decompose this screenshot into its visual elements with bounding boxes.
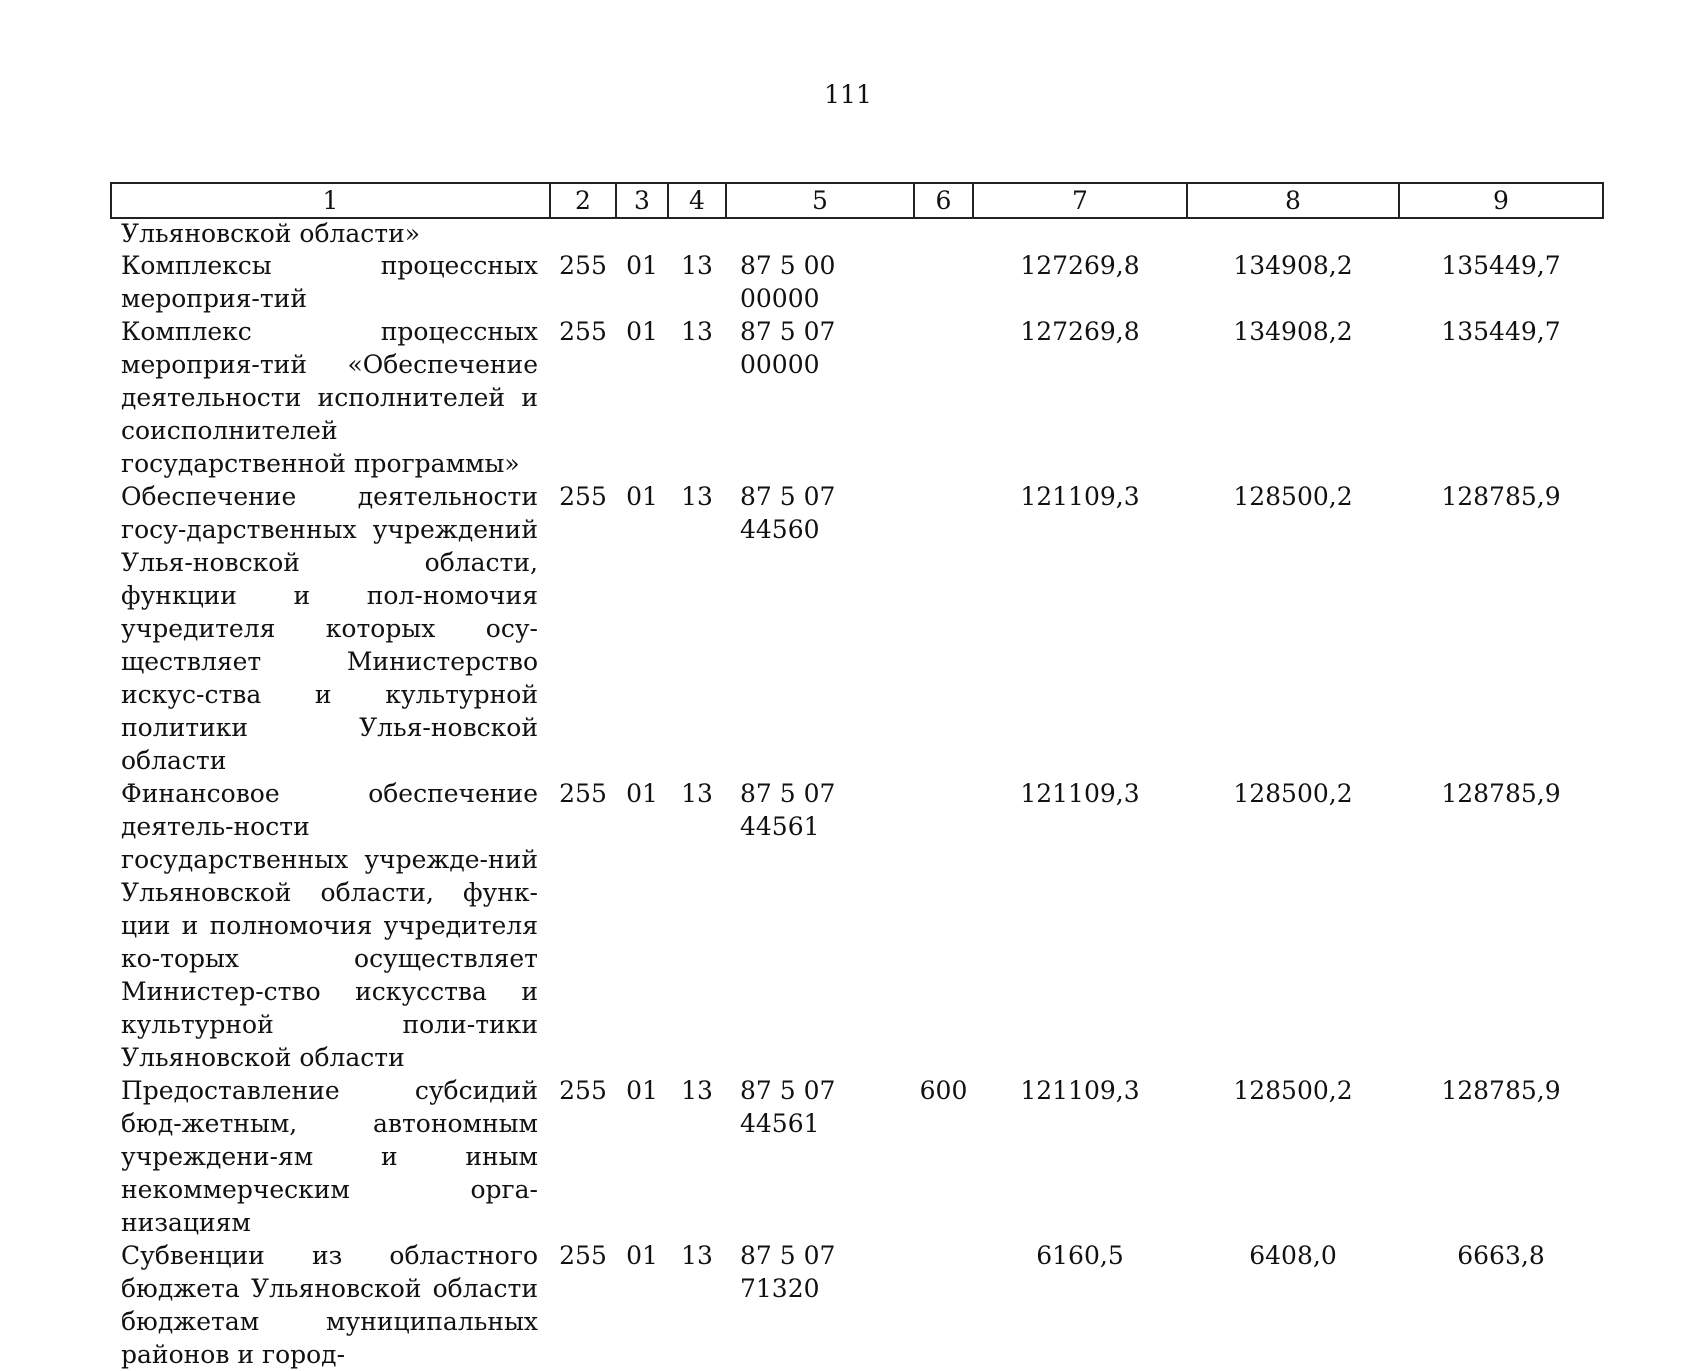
- cell-amount-2: 134908,2: [1233, 251, 1353, 280]
- cell-expense-type: [914, 218, 973, 249]
- row-name: Обеспечение деятельности госу-дарственных учреждений Улья-новской области, функции и пол-номочия учредителя которых осу-ществляет Министерство искус-ства и культурной политики Улья-новской области: [121, 482, 538, 775]
- cell-target-article: 87 5 07 00000: [740, 317, 836, 379]
- cell-amount-1: 121109,3: [1020, 779, 1140, 808]
- cell-target-article: 87 5 07 44561: [740, 1076, 836, 1138]
- row-name: Финансовое обеспечение деятель-ности государственных учрежде-ний Ульяновской области, функ-ции и полномочия учредителя ко-торых осуществляет Министер-ство искусства и культурной поли-тики Ульяновской области: [121, 779, 538, 1072]
- cell-amount-1: 127269,8: [1020, 317, 1140, 346]
- row-name: Комплексы процессных мероприя-тий: [121, 251, 538, 313]
- table-row: [111, 218, 1603, 249]
- cell-target-article: 87 5 07 71320: [740, 1241, 836, 1303]
- cell-amount-2: 128500,2: [1233, 779, 1353, 808]
- cell-target-article: 87 5 00 00000: [740, 251, 836, 313]
- cell-target-article: 87 5 07 44560: [740, 482, 836, 544]
- cell-subsection: 13: [681, 779, 713, 808]
- column-header: 6: [914, 183, 973, 218]
- cell-amount-3: 6663,8: [1457, 1241, 1545, 1270]
- cell-expense-type: [914, 480, 973, 777]
- column-header: 9: [1399, 183, 1603, 218]
- budget-table: [110, 182, 1604, 1371]
- cell-section: 01: [626, 1076, 658, 1105]
- cell-amount-3: 135449,7: [1441, 317, 1561, 346]
- cell-gov: [550, 218, 616, 249]
- column-header: 5: [726, 183, 914, 218]
- cell-expense-type: [914, 315, 973, 480]
- cell-gov: 255: [559, 251, 607, 280]
- cell-section: 01: [626, 779, 658, 808]
- cell-amount-1: 6160,5: [1036, 1241, 1124, 1270]
- column-header: 4: [668, 183, 726, 218]
- cell-expense-type: [914, 777, 973, 1074]
- cell-amount-1: 121109,3: [1020, 1076, 1140, 1105]
- column-header: 7: [973, 183, 1187, 218]
- cell-section: 01: [626, 251, 658, 280]
- cell-gov: 255: [559, 317, 607, 346]
- row-name: Предоставление субсидий бюд-жетным, автономным учреждени-ям и иным некоммерческим орга-низациям: [121, 1076, 538, 1237]
- column-header: 8: [1187, 183, 1399, 218]
- cell-amount-3: 128785,9: [1441, 779, 1561, 808]
- cell-subsection: 13: [681, 251, 713, 280]
- cell-subsection: 13: [681, 482, 713, 511]
- cell-target-article: [726, 218, 914, 249]
- table-row: [111, 1239, 1603, 1371]
- row-name: Комплекс процессных мероприя-тий «Обеспечение деятельности исполнителей и соисполнителей государственной программы»: [121, 317, 538, 478]
- cell-section: 01: [626, 482, 658, 511]
- cell-amount-1: 121109,3: [1020, 482, 1140, 511]
- cell-section: 01: [626, 1241, 658, 1270]
- table-row: [111, 480, 1603, 777]
- cell-amount-1: [973, 218, 1187, 249]
- cell-subsection: 13: [681, 317, 713, 346]
- cell-amount-2: 6408,0: [1249, 1241, 1337, 1270]
- cell-gov: 255: [559, 482, 607, 511]
- cell-subsection: [668, 218, 726, 249]
- cell-amount-1: 127269,8: [1020, 251, 1140, 280]
- cell-subsection: 13: [681, 1241, 713, 1270]
- cell-expense-type: 600: [919, 1076, 968, 1105]
- cell-expense-type: [914, 249, 973, 315]
- cell-section: 01: [626, 317, 658, 346]
- table-row: [111, 1074, 1603, 1239]
- column-number-header: [111, 183, 1603, 218]
- cell-gov: 255: [559, 1241, 607, 1270]
- cell-amount-2: [1187, 218, 1399, 249]
- table-row: [111, 777, 1603, 1074]
- column-header: 1: [111, 183, 550, 218]
- cell-section: [616, 218, 668, 249]
- cell-amount-3: 128785,9: [1441, 482, 1561, 511]
- cell-amount-2: 134908,2: [1233, 317, 1353, 346]
- cell-gov: 255: [559, 779, 607, 808]
- table-row: [111, 315, 1603, 480]
- page-number: 111: [824, 80, 872, 109]
- row-name: Субвенции из областного бюджета Ульяновской области бюджетам муниципальных районов и город-: [121, 1241, 538, 1369]
- column-header: 3: [616, 183, 668, 218]
- row-name: Ульяновской области»: [121, 219, 421, 248]
- column-header: 2: [550, 183, 616, 218]
- cell-expense-type: [914, 1239, 973, 1371]
- table-row: [111, 249, 1603, 315]
- cell-target-article: 87 5 07 44561: [740, 779, 836, 841]
- cell-amount-2: 128500,2: [1233, 1076, 1353, 1105]
- cell-subsection: 13: [681, 1076, 713, 1105]
- cell-amount-3: 135449,7: [1441, 251, 1561, 280]
- cell-amount-2: 128500,2: [1233, 482, 1353, 511]
- cell-gov: 255: [559, 1076, 607, 1105]
- cell-amount-3: 128785,9: [1441, 1076, 1561, 1105]
- cell-amount-3: [1399, 218, 1603, 249]
